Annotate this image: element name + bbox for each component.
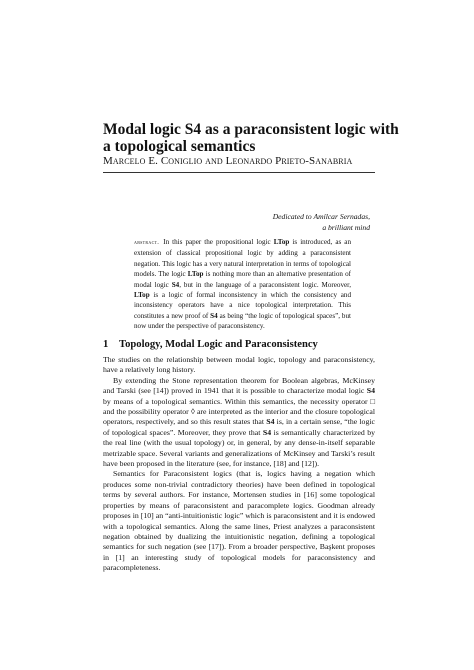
paragraph-text: is semantically characterized by the real line (with the usual topology) or, in general, by any dense-in-itself separable metrizable space. Several variants and generalizations of McKinsey and Tarski’s result have been proposed in the literature (see, for instance, [18] and [12]). xyxy=(103,427,375,469)
logic-name: S4 xyxy=(171,280,180,289)
abstract-text: is a logic of formal inconsistency in which the consistency and inconsistency operators have a nice topological interpretation. This constitutes a new proof of xyxy=(134,291,351,320)
logic-name: S4 xyxy=(266,417,275,427)
dedication-line-1: Dedicated to Amílcar Sernadas, xyxy=(272,212,370,221)
paragraph-text: is, in a certain sense, “the logic of topological spaces”. Moreover, they prove that xyxy=(103,417,375,437)
title-rule xyxy=(103,172,375,173)
body-text xyxy=(103,355,375,574)
logic-name: LTop xyxy=(134,291,150,300)
paper-authors: Marcelo E. Coniglio and Leonardo Prieto-Sanabria xyxy=(103,155,353,167)
section-title: Topology, Modal Logic and Paraconsistency xyxy=(119,339,318,350)
logic-name: S4 xyxy=(210,311,218,320)
dedication xyxy=(200,211,370,233)
abstract-text: is introduced, as an extension of classical propositional logic by adding a paraconsistent negation. This logic has a very natural interpretation in terms of topological models. The logic xyxy=(134,238,351,279)
abstract-label: abstract. xyxy=(134,239,160,246)
abstract-text: In this paper the propositional logic xyxy=(163,238,274,246)
paragraph-text: By extending the Stone representation theorem for Boolean algebras, McKinsey and Tarski (see [14]) proved in 1941 that it is possible to characterize modal logic xyxy=(103,375,375,396)
abstract-text: is nothing more than an alternative presentation of modal logic xyxy=(134,270,352,289)
dedication-line-2: a brilliant mind xyxy=(322,223,370,232)
logic-name: LTop xyxy=(187,270,204,279)
paper-title: Modal logic S4 as a paraconsistent logic with a topological semantics xyxy=(103,121,399,155)
logic-name: LTop xyxy=(273,238,290,246)
logic-name: S4 xyxy=(262,427,272,437)
paragraph: The studies on the relationship between modal logic, topology and paraconsistency, have a relatively long history. xyxy=(103,355,375,375)
section-number: 1 xyxy=(103,339,109,350)
abstract-text: , but in the language of a paraconsistent logic. Moreover, xyxy=(179,280,351,289)
paragraph: Semantics for Paraconsistent logics (that is, logics having a negation which produces some non-trivial contradictory theories) have been defined in topological terms by several authors. For instance, Mortensen studies in [16] some topological properties by means of paraconsistent and paracomplete logics. Goodman already proposes in [10] an “anti-intuitionistic logic” which is paraconsistent and it is endowed with a topological semantics. Along the same lines, Priest analyzes a paraconsistent negation obtained by dualizing the intuitionistic negation, defining a topological semantics for such negation (see [17]). From a broader perspective, Başkent proposes in [1] an interesting study of topological models for paraconsistency and paracompleteness. xyxy=(103,469,375,573)
abstract-text: as being “the logic of topological spaces”, but now under the perspective of paraconsistency. xyxy=(134,311,351,331)
paragraph xyxy=(103,376,375,470)
paragraph-text: by means of a topological semantics. Within this semantics, the necessity operator □ and the possibility operator ◊ are interpreted as the interior and the closure topological operators, respectively, and so this result states that xyxy=(103,396,375,427)
abstract xyxy=(134,237,351,332)
section-heading xyxy=(103,338,383,351)
logic-name: S4 xyxy=(366,386,375,396)
